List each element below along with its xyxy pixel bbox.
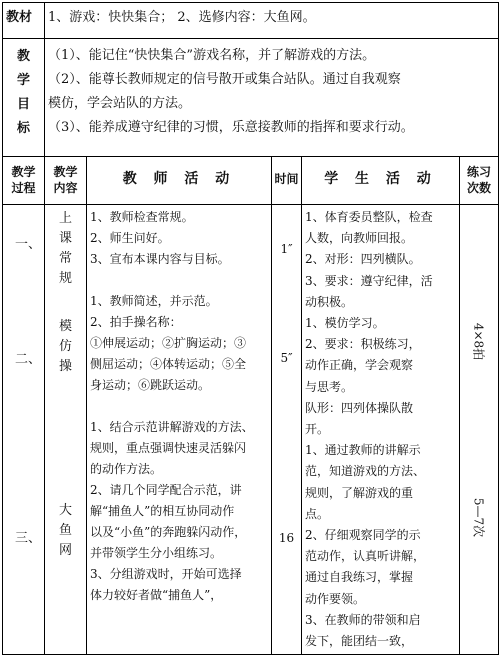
student-line: 2、仔细观察同学的示 xyxy=(305,528,421,543)
teacher-line: 以及“小鱼”的奔跑躲闪动作， xyxy=(90,525,247,539)
content-char: 大 xyxy=(58,503,72,518)
materials-value-cell xyxy=(45,3,499,39)
time-cell xyxy=(272,205,302,655)
student-line: 1、体育委员整队，检查 xyxy=(305,210,433,224)
objectives-label-char: 学 xyxy=(16,73,30,88)
teacher-line: 侧屈运动；④体转运动；⑤全 xyxy=(90,357,247,371)
column-header-row xyxy=(3,157,499,205)
materials-row xyxy=(3,3,499,39)
content-char: 常 xyxy=(58,251,72,266)
content-char: 课 xyxy=(58,231,72,246)
header-process-line: 教学 xyxy=(11,165,36,179)
content-char: 模 xyxy=(58,319,72,334)
student-line: 队形：四列体操队散 xyxy=(305,400,414,415)
student-line: 动积极。 xyxy=(305,294,354,309)
header-process-line: 过程 xyxy=(11,181,36,195)
teacher-line: 1、教师检查常规。 xyxy=(90,210,194,224)
teacher-line xyxy=(90,270,268,291)
content-char: 仿 xyxy=(58,339,72,354)
student-line: 点。 xyxy=(305,506,330,521)
header-reps-cell xyxy=(460,157,499,205)
content-char: 上 xyxy=(58,211,72,226)
student-line: 规则，了解游戏的重 xyxy=(305,485,414,500)
header-content xyxy=(45,157,86,196)
content-block-routine xyxy=(45,209,86,289)
content-char: 鱼 xyxy=(58,523,72,538)
teacher-line: 3、宣布本课内容与目标。 xyxy=(90,252,230,266)
teacher-activity-cell xyxy=(87,205,272,655)
header-student-cell xyxy=(302,157,460,205)
header-time-cell xyxy=(272,157,302,205)
teacher-line: ①伸展运动；②扩胸运动；③ xyxy=(90,336,247,350)
lesson-plan-table xyxy=(2,2,499,655)
student-line: 2、对形：四列横队。 xyxy=(305,252,421,267)
objectives-label xyxy=(3,39,44,141)
teacher-line: 规则，重点强调快速灵活躲闪 xyxy=(90,441,247,455)
objectives-label-cell xyxy=(3,39,45,157)
header-time: 时间 xyxy=(274,172,299,186)
student-line: 动作要领。 xyxy=(305,591,366,606)
student-line: 2、要求：积极练习， xyxy=(305,337,421,352)
student-line: 通过自我练习，掌握 xyxy=(305,570,414,585)
header-content-line: 教学 xyxy=(53,165,78,179)
student-line: 与思考。 xyxy=(305,379,354,394)
stage-label: 三、 xyxy=(15,531,42,546)
header-process-cell xyxy=(3,157,45,205)
objectives-row xyxy=(3,39,499,157)
student-line: 范，知道游戏的方法、 xyxy=(305,464,426,479)
body-row xyxy=(3,205,499,655)
student-line: 开。 xyxy=(305,422,330,437)
teacher-activity-text xyxy=(87,205,271,608)
content-block-fishnet xyxy=(45,501,86,561)
student-line: 发下，能团结一致， xyxy=(305,634,414,649)
time-value: 16 xyxy=(278,531,295,545)
teacher-line: 1、结合示范讲解游戏的方法、 xyxy=(90,420,254,434)
header-teacher: 教 师 活 动 xyxy=(122,171,236,187)
materials-label: 教材 xyxy=(6,10,33,25)
student-line: 范动作，认真听讲解， xyxy=(305,549,426,564)
objective-line: （2）、能尊长教师规定的信号散开或集合站队。通过自我观察 xyxy=(48,72,401,87)
objectives-text xyxy=(45,39,498,142)
teacher-line xyxy=(90,396,268,417)
teacher-line: 并带领学生分小组练习。 xyxy=(90,546,223,560)
header-student: 学 生 活 动 xyxy=(324,171,437,187)
header-reps-line: 次数 xyxy=(466,181,491,195)
student-activity-cell xyxy=(302,205,460,655)
reps-cell xyxy=(460,205,499,655)
reps-value: 4×8拍 xyxy=(471,322,486,361)
objective-line: （3）、能养成遵守纪律的习惯，乐意接教师的指挥和要求行动。 xyxy=(48,120,414,135)
student-line: 3、要求：遵守纪律，活 xyxy=(305,273,433,288)
objectives-label-char: 标 xyxy=(16,121,30,136)
teacher-line: 2、拍手操名称： xyxy=(90,315,182,329)
stage-label: 二、 xyxy=(15,352,42,367)
header-reps-line: 练习 xyxy=(466,165,491,179)
reps-value: 5—7次 xyxy=(471,497,486,538)
teacher-line: 身运动；⑥跳跃运动。 xyxy=(90,378,211,392)
teacher-line: 1、教师简述，并示范。 xyxy=(90,294,218,308)
student-line: 1、模仿学习。 xyxy=(305,316,385,331)
header-process xyxy=(3,157,44,196)
objectives-label-char: 目 xyxy=(16,97,30,112)
teacher-line: 体力较好者做“捕鱼人”， xyxy=(90,588,223,602)
materials-label-cell xyxy=(3,3,45,39)
student-line: 人数，向教师回报。 xyxy=(305,231,414,246)
student-line: 动作正确，学会观察 xyxy=(305,358,414,373)
content-block-imitation xyxy=(45,317,86,377)
time-value: 1″ xyxy=(280,242,293,256)
header-content-line: 内容 xyxy=(53,181,78,195)
content-char: 操 xyxy=(58,359,72,374)
content-char: 规 xyxy=(58,271,72,286)
objectives-text-cell xyxy=(45,39,499,157)
teacher-line: 2、请几个同学配合示范，讲 xyxy=(90,483,242,497)
header-content-cell xyxy=(45,157,87,205)
process-cell xyxy=(3,205,45,655)
student-activity-text xyxy=(302,205,459,654)
student-line: 3、在教师的带领和启 xyxy=(305,612,421,627)
materials-value: 1、游戏：快快集合； 2、选修内容：大鱼网。 xyxy=(48,10,316,25)
content-char: 网 xyxy=(58,543,72,558)
objectives-label-char: 教 xyxy=(16,49,30,64)
stage-label: 一、 xyxy=(15,237,42,252)
header-teacher-cell xyxy=(87,157,272,205)
objective-line: （1）、能记住“快快集合”游戏名称，并了解游戏的方法。 xyxy=(48,48,376,63)
student-line: 1、通过教师的讲解示 xyxy=(305,443,421,458)
teacher-line: 3、分组游戏时，开始可选择 xyxy=(90,567,242,581)
objective-line: 模仿，学会站队的方法。 xyxy=(48,96,192,111)
header-reps xyxy=(460,157,498,196)
teacher-line: 2、师生问好。 xyxy=(90,231,170,245)
teacher-line: 的动作方法。 xyxy=(90,462,163,476)
teacher-line: 解“捕鱼人”的相互协同动作 xyxy=(90,504,235,518)
time-value: 5″ xyxy=(280,351,293,365)
content-cell xyxy=(45,205,87,655)
